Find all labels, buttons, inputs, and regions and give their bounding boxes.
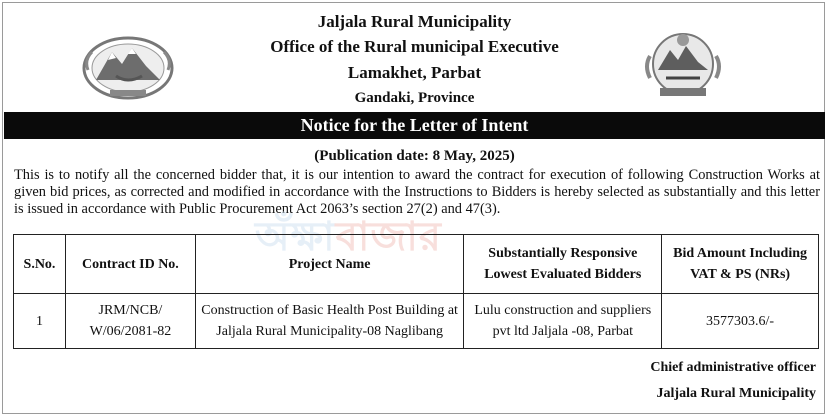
province-name: Gandaki, Province bbox=[354, 90, 475, 106]
header-contract-id: Contract ID No. bbox=[65, 235, 195, 294]
signatory-title: Chief administrative officer bbox=[650, 360, 816, 375]
cell-contract-id: JRM/NCB/ W/06/2081-82 bbox=[65, 294, 195, 349]
header-bid-amount: Bid Amount Including VAT & PS (NRs) bbox=[662, 235, 819, 294]
office-location: Lamakhet, Parbat bbox=[347, 63, 482, 82]
notice-paragraph: This is to notify all the concerned bidder that, it is our intention to award the contract for execution of following Construction Works at given bid prices, as corrected and modified in accordance with the Instructions to Bidders is hereby selected as substantially and this letter is issued in accordance with Public Procurement Act 2063’s section 27(2) and 47(3). bbox=[14, 167, 820, 217]
header-project-name: Project Name bbox=[195, 235, 464, 294]
table-row bbox=[14, 294, 819, 349]
header-sno: S.No. bbox=[14, 235, 66, 294]
cell-sno: 1 bbox=[14, 294, 66, 349]
header-bidder: Substantially Responsive Lowest Evaluated Bidders bbox=[464, 235, 662, 294]
watermark-part2: বাজার bbox=[335, 214, 442, 260]
cell-bidder: Lulu construction and suppliers pvt ltd Jaljala -08, Parbat bbox=[464, 294, 662, 349]
municipality-name: Jaljala Rural Municipality bbox=[317, 12, 512, 31]
table-header-row bbox=[14, 235, 819, 294]
bid-table bbox=[13, 234, 819, 349]
signatory-office: Jaljala Rural Municipality bbox=[656, 386, 816, 401]
cell-bid-amount: 3577303.6/- bbox=[662, 294, 819, 349]
notice-title-banner: Notice for the Letter of Intent bbox=[4, 112, 825, 139]
office-name: Office of the Rural municipal Executive bbox=[270, 37, 559, 56]
cell-project-name: Construction of Basic Health Post Building at Jaljala Rural Municipality-08 Naglibang bbox=[195, 294, 464, 349]
publication-date: (Publication date: 8 May, 2025) bbox=[314, 148, 515, 164]
watermark-part1: অঁক্ষা bbox=[255, 214, 336, 260]
